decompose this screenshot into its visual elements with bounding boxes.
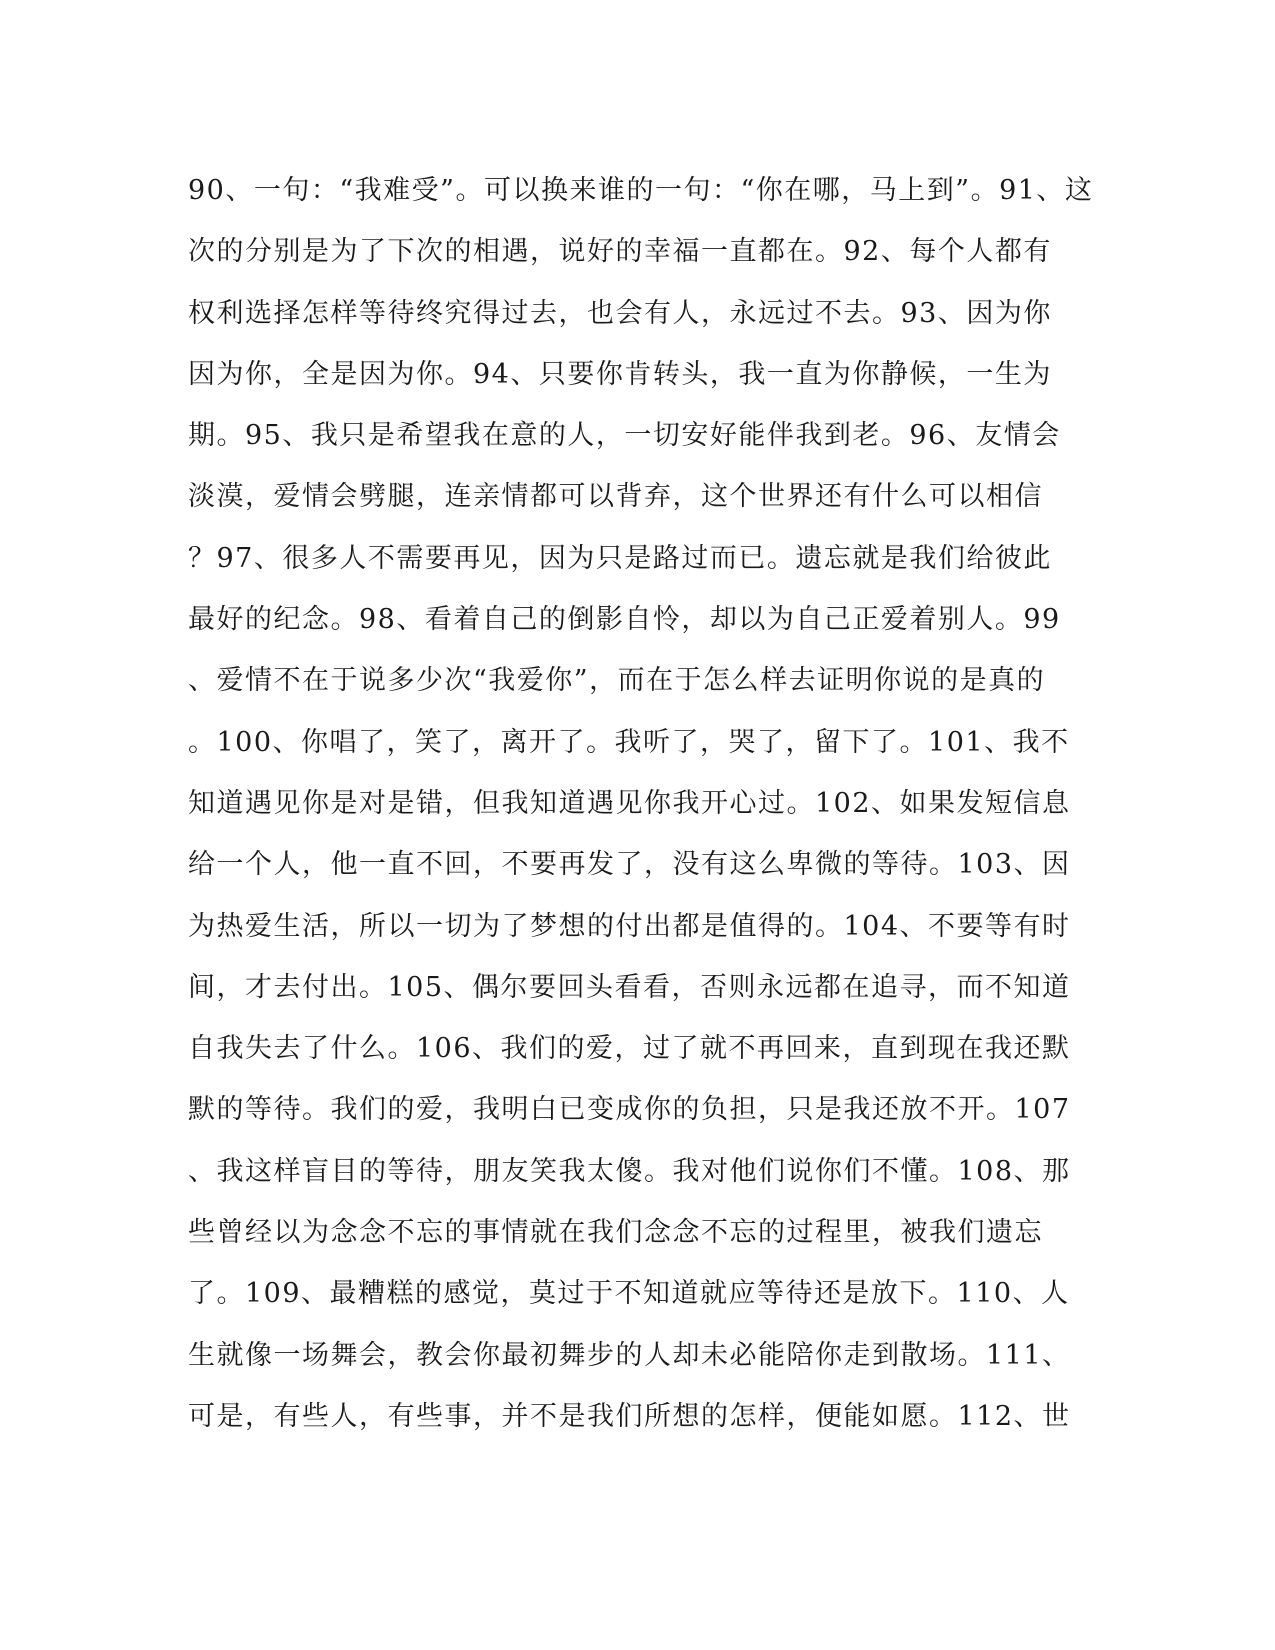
text-line: 了。109、最糟糕的感觉，莫过于不知道就应等待还是放下。110、人 — [188, 1278, 1070, 1310]
text-line: 为热爱生活，所以一切为了梦想的付出都是值得的。104、不要等有时 — [188, 910, 1071, 942]
text-line: 默的等待。我们的爱，我明白已变成你的负担，只是我还放不开。107 — [188, 1094, 1071, 1126]
text-line: 期。95、我只是希望我在意的人，一切安好能伴我到老。96、友情会 — [188, 420, 1061, 452]
text-line: 最好的纪念。98、看着自己的倒影自怜，却以为自己正爱着别人。99 — [188, 604, 1061, 636]
text-line: 自我失去了什么。106、我们的爱，过了就不再回来，直到现在我还默 — [188, 1033, 1071, 1065]
text-line: 知道遇见你是对是错，但我知道遇见你我开心过。102、如果发短信息 — [188, 787, 1071, 819]
text-line: 间，才去付出。105、偶尔要回头看看，否则永远都在追寻，而不知道 — [188, 971, 1071, 1003]
text-line: 、爱情不在于说多少次“我爱你”，而在于怎么样去证明你说的是真的 — [188, 665, 1046, 697]
text-line: 些曾经以为念念不忘的事情就在我们念念不忘的过程里，被我们遗忘 — [188, 1217, 1043, 1249]
text-line: 次的分别是为了下次的相遇，说好的幸福一直都在。92、每个人都有 — [188, 236, 1052, 268]
text-line: 生就像一场舞会，教会你最初舞步的人却未必能陪你走到散场。111、 — [188, 1339, 1071, 1371]
text-line: 90、一句：“我难受”。可以换来谁的一句：“你在哪，马上到”。91、这 — [188, 175, 1094, 206]
text-line: 、我这样盲目的等待，朋友笑我太傻。我对他们说你们不懂。108、那 — [188, 1155, 1071, 1187]
text-line: 权利选择怎样等待终究得过去，也会有人，永远过不去。93、因为你 — [188, 297, 1052, 329]
text-line: ？97、很多人不需要再见，因为只是路过而已。遗忘就是我们给彼此 — [188, 542, 1052, 574]
text-line: 因为你，全是因为你。94、只要你肯转头，我一直为你静候，一生为 — [188, 358, 1052, 390]
text-line: 给一个人，他一直不回，不要再发了，没有这么卑微的等待。103、因 — [188, 849, 1071, 881]
text-line: 可是，有些人，有些事，并不是我们所想的怎样，便能如愿。112、世 — [188, 1400, 1071, 1432]
text-line: 淡漠，爱情会劈腿，连亲情都可以背弃，这个世界还有什么可以相信 — [188, 481, 1043, 513]
text-line: 。100、你唱了，笑了，离开了。我听了，哭了，留下了。101、我不 — [188, 726, 1070, 758]
body-text — [188, 160, 1094, 1447]
